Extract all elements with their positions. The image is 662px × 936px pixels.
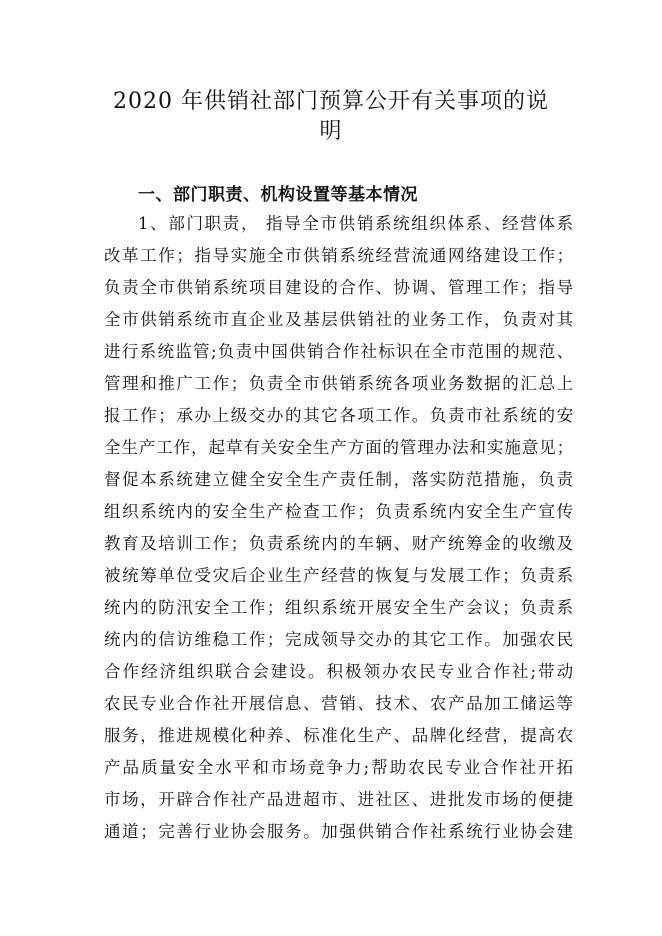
paragraph-line: 市场，开辟合作社产品进超市、进社区、进批发市场的便捷 bbox=[104, 790, 574, 809]
paragraph-line: 产品质量安全水平和市场竞争力;帮助农民专业合作社开拓 bbox=[104, 758, 574, 777]
paragraph-line: 通道；完善行业协会服务。加强供销合作社系统行业协会建 bbox=[104, 822, 574, 841]
paragraph-line: 服务，推进规模化种养、标准化生产、品牌化经营，提高农 bbox=[104, 726, 574, 745]
paragraph-line: 督促本系统建立健全安全生产责任制，落实防范措施，负责 bbox=[104, 470, 574, 489]
section-heading: 一、部门职责、机构设置等基本情况 bbox=[138, 185, 418, 205]
paragraph-line: 全市供销系统市直企业及基层供销社的业务工作，负责对其 bbox=[104, 310, 574, 329]
paragraph-line: 改革工作；指导实施全市供销系统经营流通网络建设工作； bbox=[104, 246, 574, 265]
paragraph-line: 统内的信访维稳工作；完成领导交办的其它工作。加强农民 bbox=[104, 630, 574, 649]
paragraph-line: 教育及培训工作；负责系统内的车辆、财产统筹金的收缴及 bbox=[104, 534, 574, 553]
document-title-line-2: 明 bbox=[319, 119, 343, 144]
paragraph-line: 报工作；承办上级交办的其它各项工作。负责市社系统的安 bbox=[104, 406, 574, 425]
paragraph-line: 管理和推广工作；负责全市供销系统各项业务数据的汇总上 bbox=[104, 374, 574, 393]
paragraph-line: 负责全市供销系统项目建设的合作、协调、管理工作；指导 bbox=[104, 278, 574, 297]
paragraph-line: 农民专业合作社开展信息、营销、技术、农产品加工储运等 bbox=[104, 694, 574, 713]
paragraph-line: 全生产工作，起草有关安全生产方面的管理办法和实施意见； bbox=[104, 438, 574, 457]
document-title-line-1: 2020 年供销社部门预算公开有关事项的说 bbox=[113, 89, 549, 114]
paragraph-line: 合作经济组织联合会建设。积极领办农民专业合作社;带动 bbox=[104, 662, 574, 681]
paragraph-line: 1、部门职责， 指导全市供销系统组织体系、经营体系 bbox=[138, 214, 574, 233]
paragraph-line: 统内的防汛安全工作；组织系统开展安全生产会议；负责系 bbox=[104, 598, 574, 617]
paragraph-line: 被统筹单位受灾后企业生产经营的恢复与发展工作；负责系 bbox=[104, 566, 574, 585]
paragraph-line: 组织系统内的安全生产检查工作；负责系统内安全生产宣传 bbox=[104, 502, 574, 521]
paragraph-line: 进行系统监管;负责中国供销合作社标识在全市范围的规范、 bbox=[104, 342, 574, 361]
